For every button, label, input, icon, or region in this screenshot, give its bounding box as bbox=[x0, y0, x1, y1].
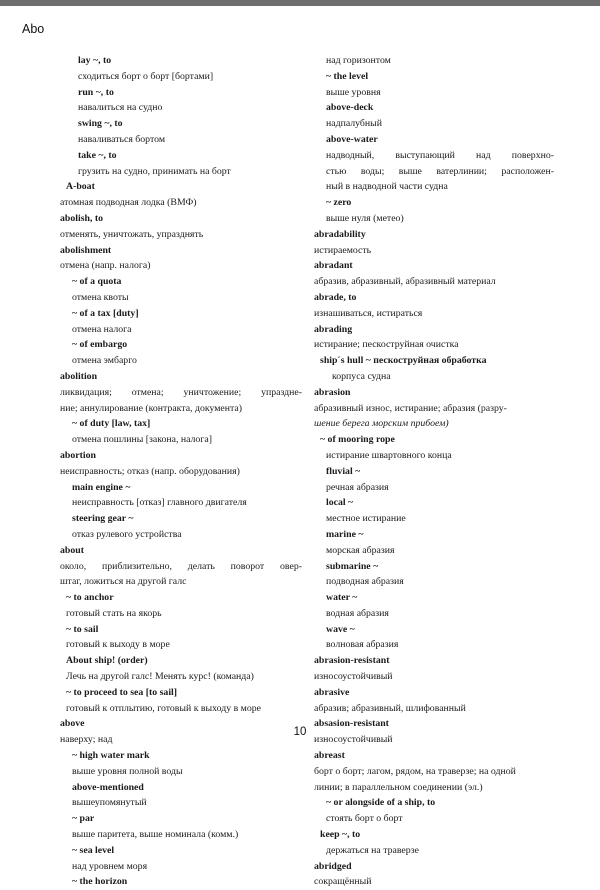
entry-headword: water ~ bbox=[326, 592, 358, 604]
entry-text: выше уровня bbox=[326, 86, 381, 98]
entry-text: абразивный износ, истирание; абразия (разру- bbox=[314, 402, 507, 414]
entry-text: ликвидация; отмена; уничтожение; упраздне- bbox=[60, 386, 302, 398]
entry-headword: abradability bbox=[314, 228, 366, 240]
entry-headword: ~ zero bbox=[326, 197, 352, 209]
entry-text: наверху; над bbox=[60, 734, 113, 746]
entry-headword: ~ or alongside of a ship, to bbox=[326, 797, 436, 809]
entry-headword: ~ of a tax [duty] bbox=[72, 307, 139, 319]
entry-headword: submarine ~ bbox=[326, 560, 379, 572]
entry-text: истираемость bbox=[314, 244, 372, 256]
entry-headword: above-deck bbox=[326, 102, 374, 114]
entry-headword: A-boat bbox=[66, 181, 95, 193]
entry-text: стью воды; выше ватерлинии; расположен- bbox=[326, 165, 554, 177]
entry-headword: abrade, to bbox=[314, 291, 357, 303]
entry-headword: about bbox=[60, 544, 84, 556]
entry-text: готовый к выходу в море bbox=[66, 639, 170, 651]
entry-text: отказ рулевого устройства bbox=[72, 528, 182, 540]
entry-text: изнашиваться, истираться bbox=[314, 307, 423, 319]
entry-text: держаться на траверзе bbox=[326, 844, 419, 856]
entry-headword: ~ to proceed to sea [to sail] bbox=[66, 686, 178, 698]
entry-text: шение берега морским прибоем) bbox=[314, 418, 449, 430]
right-column bbox=[314, 53, 554, 890]
entry-text: наваливаться бортом bbox=[78, 133, 166, 145]
entry-text: корпуса судна bbox=[332, 370, 391, 382]
entry-headword: ~ to anchor bbox=[66, 592, 114, 604]
entry-text: износоустойчивый bbox=[314, 734, 393, 746]
entry-headword: lay ~, to bbox=[78, 55, 112, 66]
entry-headword: abridged bbox=[314, 860, 352, 872]
entry-text: выше уровня полной воды bbox=[72, 765, 183, 777]
entry-text: ние; аннулирование (контракта, документа) bbox=[60, 402, 243, 414]
entry-text: отмена пошлины [закона, налога] bbox=[72, 434, 212, 446]
entry-text: отмена квоты bbox=[72, 291, 129, 303]
entry-headword: abreast bbox=[314, 750, 345, 762]
entry-headword: above-water bbox=[326, 133, 378, 145]
entry-text: около, приблизительно, делать поворот овер- bbox=[60, 560, 302, 572]
entry-text: морская абразия bbox=[326, 544, 395, 556]
entry-text: навалиться на судно bbox=[78, 102, 163, 114]
entry-headword: ~ high water mark bbox=[72, 750, 150, 762]
entry-text: волновая абразия bbox=[326, 639, 399, 651]
entry-headword: keep ~, to bbox=[320, 829, 361, 841]
entry-text: речная абразия bbox=[326, 481, 389, 493]
entry-text: стоять борт о борт bbox=[326, 813, 403, 825]
entry-headword: abolish, to bbox=[60, 212, 104, 224]
entry-text: неисправность; отказ (напр. оборудования) bbox=[60, 465, 240, 477]
top-border bbox=[0, 0, 600, 6]
entry-text: готовый стать на якорь bbox=[66, 607, 162, 619]
entry-text: атомная подводная лодка (ВМФ) bbox=[60, 197, 197, 209]
entry-headword: ~ sea level bbox=[72, 844, 115, 856]
entry-headword: ~ of duty [law, tax] bbox=[72, 418, 151, 430]
entry-headword: ~ of a quota bbox=[72, 276, 122, 288]
page-number: 10 bbox=[293, 726, 307, 738]
entry-headword: wave ~ bbox=[326, 623, 355, 635]
entry-headword: ~ of mooring rope bbox=[320, 434, 395, 446]
entry-headword: abortion bbox=[60, 449, 96, 461]
entry-headword: ~ par bbox=[72, 813, 95, 825]
entry-headword: ~ of embargo bbox=[72, 339, 128, 351]
entry-headword: fluvial ~ bbox=[326, 465, 361, 477]
entry-headword: abolition bbox=[60, 370, 98, 382]
entry-text: водная абразия bbox=[326, 607, 389, 619]
entry-text: отмена эмбарго bbox=[72, 355, 137, 367]
left-column bbox=[60, 53, 302, 890]
entry-text: готовый к отплытию, готовый к выходу в море bbox=[66, 702, 262, 714]
entry-text: истирание; пескоструйная очистка bbox=[314, 339, 459, 351]
entry-text: местное истирание bbox=[326, 513, 406, 525]
running-header: Abo bbox=[22, 22, 45, 36]
entry-headword: abrading bbox=[314, 323, 353, 335]
entry-text: отмена налога bbox=[72, 323, 132, 335]
entry-text: абразив, абразивный, абразивный материал bbox=[314, 276, 496, 288]
entry-headword: above-mentioned bbox=[72, 781, 144, 793]
entry-text: штаг, ложиться на другой галс bbox=[60, 576, 187, 588]
entry-text: подводная абразия bbox=[326, 576, 404, 588]
entry-headword: ~ the level bbox=[326, 70, 369, 82]
entry-text: сходиться борт о борт [бортами] bbox=[78, 70, 214, 82]
entry-text: над горизонтом bbox=[326, 55, 391, 66]
entry-headword: local ~ bbox=[326, 497, 354, 509]
entry-text: выше нуля (метео) bbox=[326, 212, 404, 224]
entry-headword: above bbox=[60, 718, 85, 730]
entry-headword: marine ~ bbox=[326, 528, 364, 540]
entry-text: выше паритета, выше номинала (комм.) bbox=[72, 829, 239, 841]
entry-headword: abrasion bbox=[314, 386, 351, 398]
entry-headword: absasion-resistant bbox=[314, 718, 389, 730]
entry-text: износоустойчивый bbox=[314, 671, 393, 683]
entry-headword: abradant bbox=[314, 260, 353, 272]
entry-headword: abolishment bbox=[60, 244, 112, 256]
entry-headword: abrasive bbox=[314, 686, 350, 698]
entry-text: Лечь на другой галс! Менять курс! (команда) bbox=[66, 671, 254, 683]
entry-text: грузить на судно, принимать на борт bbox=[78, 165, 231, 177]
entry-headword: ship´s hull ~ пескоструйная обработка bbox=[320, 355, 487, 367]
entry-text: над уровнем моря bbox=[72, 860, 148, 872]
entry-text: ный в надводной части судна bbox=[326, 181, 448, 193]
entry-text: абразив; абразивный, шлифованный bbox=[314, 702, 466, 714]
entry-headword: main engine ~ bbox=[72, 481, 131, 493]
entry-text: истирание швартовного конца bbox=[326, 449, 452, 461]
entry-text: надводный, выступающий над поверхно- bbox=[326, 149, 554, 161]
entry-headword: About ship! (order) bbox=[66, 655, 148, 667]
entry-headword: abrasion-resistant bbox=[314, 655, 390, 667]
entry-headword: steering gear ~ bbox=[72, 513, 134, 525]
entry-headword: swing ~, to bbox=[78, 118, 123, 130]
entry-text: вышеупомянутый bbox=[72, 797, 147, 809]
entry-text: борт о борт; лагом, рядом, на траверзе; на одной bbox=[314, 765, 516, 777]
entry-text: линии; в параллельном соединении (эл.) bbox=[314, 781, 483, 793]
entry-text: сокращённый bbox=[314, 876, 372, 888]
entry-text: неисправность [отказ] главного двигателя bbox=[72, 497, 247, 509]
entry-text: отмена (напр. налога) bbox=[60, 260, 151, 272]
entry-text: надпалубный bbox=[326, 118, 382, 130]
entry-headword: ~ to sail bbox=[66, 623, 99, 635]
entry-headword: take ~, to bbox=[78, 149, 117, 161]
entry-text: отменять, уничтожать, упразднять bbox=[60, 228, 204, 240]
entry-headword: ~ the horizon bbox=[72, 876, 128, 888]
entry-headword: run ~, to bbox=[78, 86, 114, 98]
